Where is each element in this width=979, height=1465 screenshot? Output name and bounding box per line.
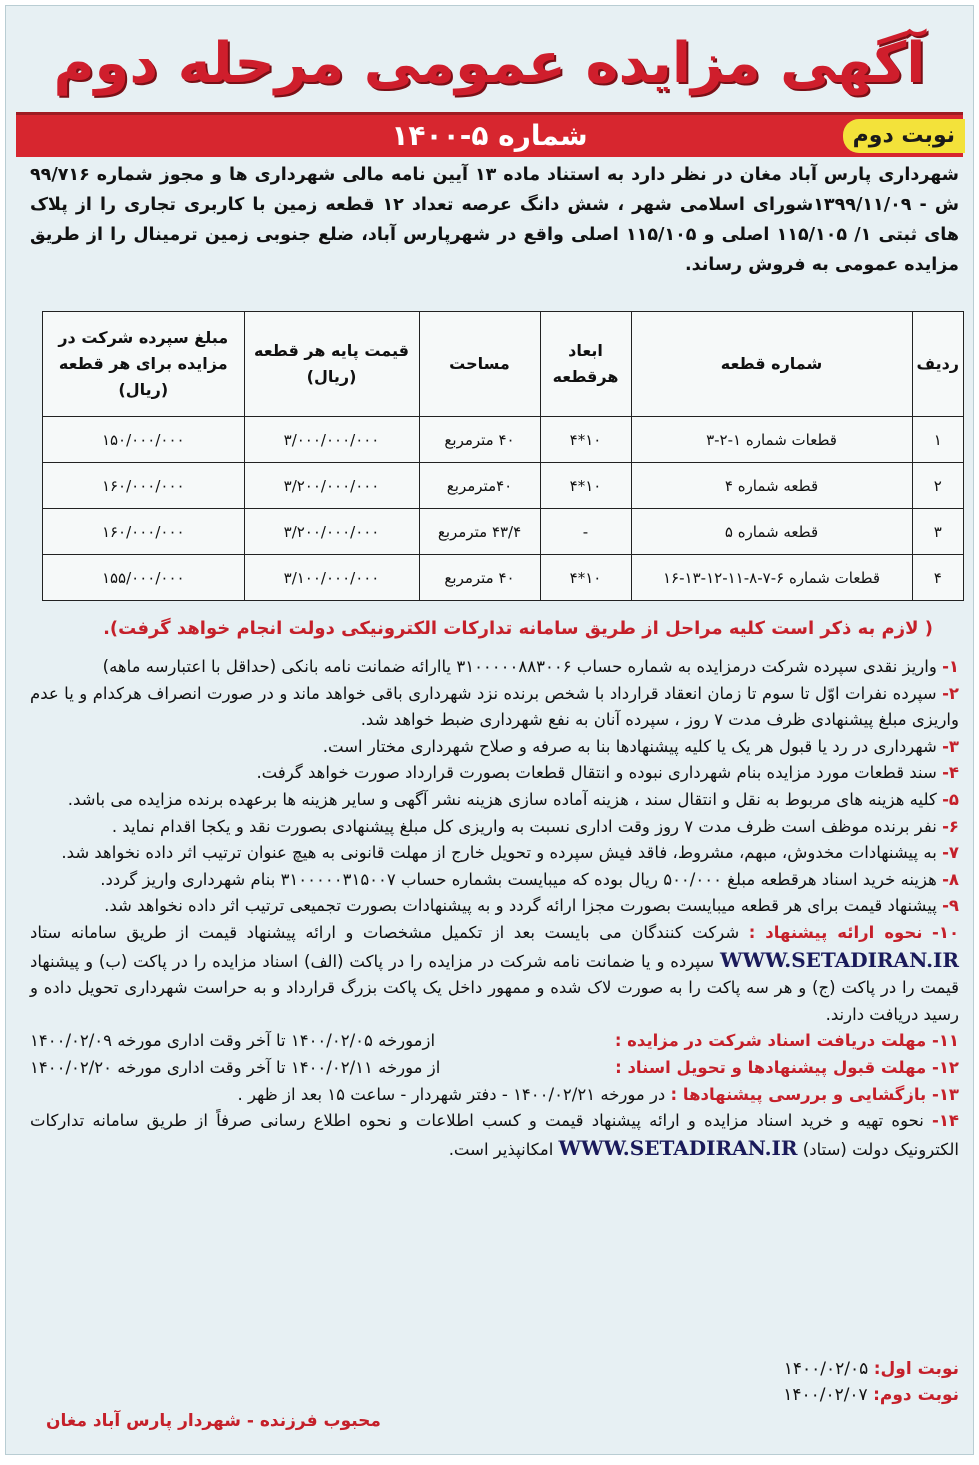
clause-item (30, 681, 959, 734)
deadline-item (30, 1082, 959, 1109)
clause-item (30, 867, 959, 894)
cell-area: ۴۰ مترمربع (419, 555, 540, 601)
cell-dimensions: - (540, 509, 631, 555)
deadline-value: ازمورخه ۱۴۰۰/۰۲/۰۵ تا آخر وقت اداری مورخه ۱۴۰۰/۰۲/۰۹ (30, 1031, 436, 1051)
mayor-signature: محبوب فرزنده - شهردار پارس آباد مغان (46, 1411, 381, 1431)
setadiran-link[interactable]: WWW.SETADIRAN.IR (558, 1135, 798, 1160)
cell-deposit: ۱۶۰/۰۰۰/۰۰۰ (43, 463, 245, 509)
clause-number: ۹- (942, 896, 959, 916)
cell-deposit: ۱۶۰/۰۰۰/۰۰۰ (43, 509, 245, 555)
cell-dimensions: ۱۰*۴ (540, 463, 631, 509)
clause-text: سپرده نفرات اوّل تا سوم تا زمان انعقاد قرارداد با شخص برنده نزد شهرداری باقی خواهد ماند و در صورت انصراف هرکدام و یا عدم واریزی مبلغ پیشنهادی ظرف مدت ۷ روز ، سپرده آنان به نفع شهرداری ضبط خواهد شد. (30, 683, 959, 730)
clause-item-documents (30, 1108, 959, 1163)
setadiran-link[interactable]: WWW.SETADIRAN.IR (720, 947, 960, 972)
clause-number: ۲- (942, 683, 959, 703)
clause-text: نحوه تهیه و خرید اسناد مزایده و ارائه پیشنهاد قیمت و کسب اطلاعات و نحوه اطلاع رسانی صرفاً از طریق سامانه تدارکات الکترونیک دولت (ستاد) (30, 1111, 959, 1159)
clause-text: شرکت کنندگان می بایست بعد از تکمیل مشخصات و ارائه پیشنهاد قیمت از طریق سامانه ستاد (30, 922, 740, 942)
clause-item (30, 814, 959, 841)
clause-number: ۴- (942, 763, 959, 783)
clause-item (30, 734, 959, 761)
cell-row-no: ۲ (912, 463, 963, 509)
cell-lot-number: قطعه شماره ۵ (631, 509, 912, 555)
clause-item-submission (30, 920, 959, 1028)
clause-item (30, 893, 959, 920)
round-badge: نوبت دوم (843, 119, 965, 153)
clause-item (30, 840, 959, 867)
table-header-row (43, 312, 964, 417)
header-deposit: مبلغ سپرده شرکت در مزایده برای هر قطعه (ریال) (43, 312, 245, 417)
clause-number: ۸- (942, 869, 959, 889)
cell-lot-number: قطعات شماره ۶-۷-۸-۱۱-۱۲-۱۳-۱۶ (631, 555, 912, 601)
clause-text: پیشنهاد قیمت برای هر قطعه میبایست بصورت مجزا ارائه گردد و به پیشنهادات بصورت تجمیعی ترتیب اثر داده نخواهد شد. (104, 896, 937, 916)
notice-page (5, 5, 974, 1455)
clause-text: نفر برنده موظف است ظرف مدت ۷ روز وقت اداری نسبت به واریزی کل مبلغ پیشنهادی بصورت نقد و یکجا اقدام نماید . (111, 816, 937, 836)
table-row (43, 555, 964, 601)
lots-table (42, 311, 964, 601)
header-area: مساحت (419, 312, 540, 417)
clause-text: سپرده و یا ضمانت نامه شرکت در مزایده را در پاکت (الف) اسناد مزایده را در پاکت (ب) و پیشنهاد قیمت را در پاکت (ج) و هر سه پاکت را به صورت لاک شده و ممهور داخل یک پاکت بزرگ قرارداد و به حراست شهرداری تحویل داده و رسید دریافت دارند. (30, 951, 959, 1024)
deadline-value: در مورخه ۱۴۰۰/۰۲/۲۱ - دفتر شهردار - ساعت ۱۵ بعد از ظهر . (237, 1084, 666, 1104)
clause-text: سند قطعات مورد مزایده بنام شهرداری نبوده و انتقال قطعات بصورت قرارداد صورت خواهد گرفت. (256, 763, 937, 783)
table-row (43, 417, 964, 463)
round-date: ۱۴۰۰/۰۲/۰۷ (783, 1385, 868, 1405)
clause-text: به پیشنهادات مخدوش، مبهم، مشروط، فاقد فیش سپرده و تحویل خارج از مهلت قانونی به هیچ عنوان ترتیب اثر داده نخواهد شد. (61, 843, 937, 863)
clause-number: ۱۴- (932, 1111, 960, 1131)
notice-title: آگهی مزایده عمومی مرحله دوم (53, 31, 926, 96)
deadline-label: ۱۲- مهلت قبول پیشنهادها و تحویل اسناد : (615, 1057, 959, 1077)
table-row (43, 463, 964, 509)
round-label: نوبت دوم: (873, 1385, 959, 1405)
clause-text: امکانپذیر است. (448, 1139, 554, 1159)
round-item (783, 1356, 959, 1382)
header-lot-number: شماره قطعه (631, 312, 912, 417)
cell-deposit: ۱۵۵/۰۰۰/۰۰۰ (43, 555, 245, 601)
electronic-note: ( لازم به ذکر است کلیه مراحل از طریق سامانه تدارکات الکترونیکی دولت انجام خواهد گرفت). (103, 618, 933, 639)
deadline-value: از مورخه ۱۴۰۰/۰۲/۱۱ تا آخر وقت اداری مورخه ۱۴۰۰/۰۲/۲۰ (30, 1057, 441, 1077)
cell-area: ۴۳/۴ مترمربع (419, 509, 540, 555)
round-item (783, 1382, 959, 1408)
cell-lot-number: قطعه شماره ۴ (631, 463, 912, 509)
cell-area: ۴۰ مترمربع (419, 417, 540, 463)
header-row-no: ردیف (912, 312, 963, 417)
clause-number: ۳- (942, 736, 959, 756)
cell-area: ۴۰مترمربع (419, 463, 540, 509)
cell-base-price: ۳/۲۰۰/۰۰۰/۰۰۰ (244, 463, 419, 509)
publication-rounds (783, 1356, 959, 1408)
deadline-label: ۱۱- مهلت دریافت اسناد شرکت در مزایده : (614, 1031, 959, 1051)
cell-dimensions: ۱۰*۴ (540, 555, 631, 601)
clause-text: شهرداری در رد یا قبول هر یک یا کلیه پیشنهادها بنا به صرفه و صلاح شهرداری مختار است. (322, 736, 937, 756)
clause-number: ۵- (942, 789, 959, 809)
cell-dimensions: ۱۰*۴ (540, 417, 631, 463)
clause-text: واریز نقدی سپرده شرکت درمزایده به شماره حساب ۳۱۰۰۰۰۰۸۸۳۰۰۶ یاارائه ضمانت نامه بانکی (حداقل با اعتبارسه ماهه) (102, 657, 937, 676)
round-date: ۱۴۰۰/۰۲/۰۵ (783, 1359, 869, 1379)
intro-paragraph: شهرداری پارس آباد مغان در نظر دارد به استناد ماده ۱۳ آیین نامه مالی شهرداری ها و مجوز شماره ۹۹/۷۱۶ ش - ۱۳۹۹/۱۱/۰۹شورای اسلامی شهر ، شش دانگ عرصه تعداد ۱۲ قطعه زمین با کاربری تجاری را از پلاک های ثبتی ۱/ ۱۱۵/۱۰۵ اصلی و ۱۱۵/۱۰۵ اصلی واقع در شهرپارس آباد، ضلع جنوبی زمین ترمینال را از طریق مزایده عمومی به فروش رساند. (30, 165, 959, 275)
cell-row-no: ۱ (912, 417, 963, 463)
clause-number: ۶- (942, 816, 959, 836)
clause-item (30, 654, 959, 681)
clause-number: ۱- (942, 657, 959, 676)
cell-base-price: ۳/۲۰۰/۰۰۰/۰۰۰ (244, 509, 419, 555)
table-row (43, 509, 964, 555)
round-label: نوبت اول: (873, 1359, 959, 1379)
cell-base-price: ۳/۰۰۰/۰۰۰/۰۰۰ (244, 417, 419, 463)
clause-number: ۷- (942, 843, 959, 863)
cell-row-no: ۴ (912, 555, 963, 601)
clause-text: هزینه خرید اسناد هرقطعه مبلغ ۵۰۰/۰۰۰ ریال بوده که میبایست بشماره حساب ۳۱۰۰۰۰۰۳۱۵۰۰۷ بنام شهرداری واریز گردد. (100, 869, 937, 889)
clause-number: ۱۰- (932, 922, 960, 942)
deadline-item (30, 1028, 959, 1055)
header-base-price: قیمت پایه هر قطعه (ریال) (244, 312, 419, 417)
deadline-item (30, 1055, 959, 1082)
cell-lot-number: قطعات شماره ۱-۲-۳ (631, 417, 912, 463)
clauses-list (30, 654, 959, 1163)
cell-deposit: ۱۵۰/۰۰۰/۰۰۰ (43, 417, 245, 463)
clause-item (30, 787, 959, 814)
clause-label: نحوه ارائه پیشنهاد : (748, 922, 923, 942)
header-dimensions: ابعاد هرقطعه (540, 312, 631, 417)
cell-row-no: ۳ (912, 509, 963, 555)
number-bar (16, 112, 963, 157)
cell-base-price: ۳/۱۰۰/۰۰۰/۰۰۰ (244, 555, 419, 601)
clause-item (30, 760, 959, 787)
notice-number: شماره ۵-۱۴۰۰ (391, 119, 588, 152)
clause-text: کلیه هزینه های مربوط به نقل و انتقال سند ، هزینه آماده سازی هزینه نشر آگهی و سایر هزینه ها برعهده برنده مزایده می باشد. (67, 789, 937, 809)
deadline-label: ۱۳- بازگشایی و بررسی پیشنهادها : (670, 1084, 959, 1104)
